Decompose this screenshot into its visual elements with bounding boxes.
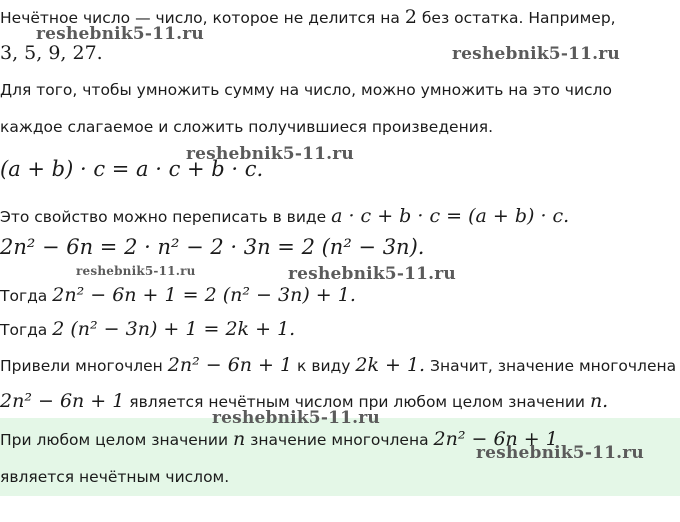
watermark-3: reshebnik5-11.ru	[186, 144, 354, 164]
text-line-13: является нечётным числом.	[0, 468, 230, 486]
line11-text: является нечётным числом при любом целом значении	[124, 393, 590, 411]
line12-math: 2n² − 6n + 1	[433, 428, 558, 450]
line11-math: 2n² − 6n + 1	[0, 390, 125, 412]
line12-text: При любом целом значении	[0, 431, 233, 449]
line8-math: 2n² − 6n + 1 = 2 (n² − 3n) + 1.	[52, 284, 356, 306]
math-distributive: (a + b) · c = a · c + b · c.	[0, 157, 264, 181]
math-examples: 3, 5, 9, 27.	[0, 42, 103, 64]
line1-text: Нечётное число — число, которое не делится на	[0, 9, 405, 27]
line9-text: Тогда	[0, 321, 53, 339]
line11-variable: n.	[589, 390, 609, 412]
line12-variable: n	[232, 428, 246, 450]
line6-math: a · c + b · c = (a + b) · c.	[331, 205, 570, 227]
text-line-8	[0, 284, 356, 307]
text-line-4: каждое слагаемое и сложить получившиеся произведения.	[0, 118, 494, 136]
text-line-6	[0, 205, 569, 228]
line9-math: 2 (n² − 3n) + 1 = 2k + 1.	[52, 318, 296, 340]
line1-text-end: без остатка. Например,	[416, 9, 616, 27]
line10-text-b: к виду	[292, 357, 356, 375]
watermark-5: reshebnik5-11.ru	[288, 264, 456, 284]
line8-text: Тогда	[0, 287, 53, 305]
text-line-9	[0, 318, 295, 341]
math-factorization: 2n² − 6n = 2 · n² − 2 · 3n = 2 (n² − 3n).	[0, 235, 425, 259]
watermark-1: reshebnik5-11.ru	[36, 24, 204, 44]
line12-text-2: значение многочлена	[245, 431, 434, 449]
watermark-4: reshebnik5-11.ru	[76, 264, 196, 278]
line1-number: 2	[404, 6, 417, 28]
text-line-12	[0, 428, 558, 451]
text-line-3: Для того, чтобы умножить сумму на число, можно умножить на это число	[0, 81, 612, 99]
watermark-2: reshebnik5-11.ru	[452, 44, 620, 64]
line10-text-a: Привели многочлен	[0, 357, 168, 375]
line10-math-1: 2n² − 6n + 1	[167, 354, 293, 376]
watermark-6: reshebnik5-11.ru	[212, 408, 380, 428]
line10-math-2: 2k + 1.	[355, 354, 426, 376]
line6-text: Это свойство можно переписать в виде	[0, 208, 332, 226]
line10-text-c: Значит, значение многочлена	[425, 357, 677, 375]
watermark-7: reshebnik5-11.ru	[476, 443, 644, 463]
text-line-10	[0, 354, 676, 377]
